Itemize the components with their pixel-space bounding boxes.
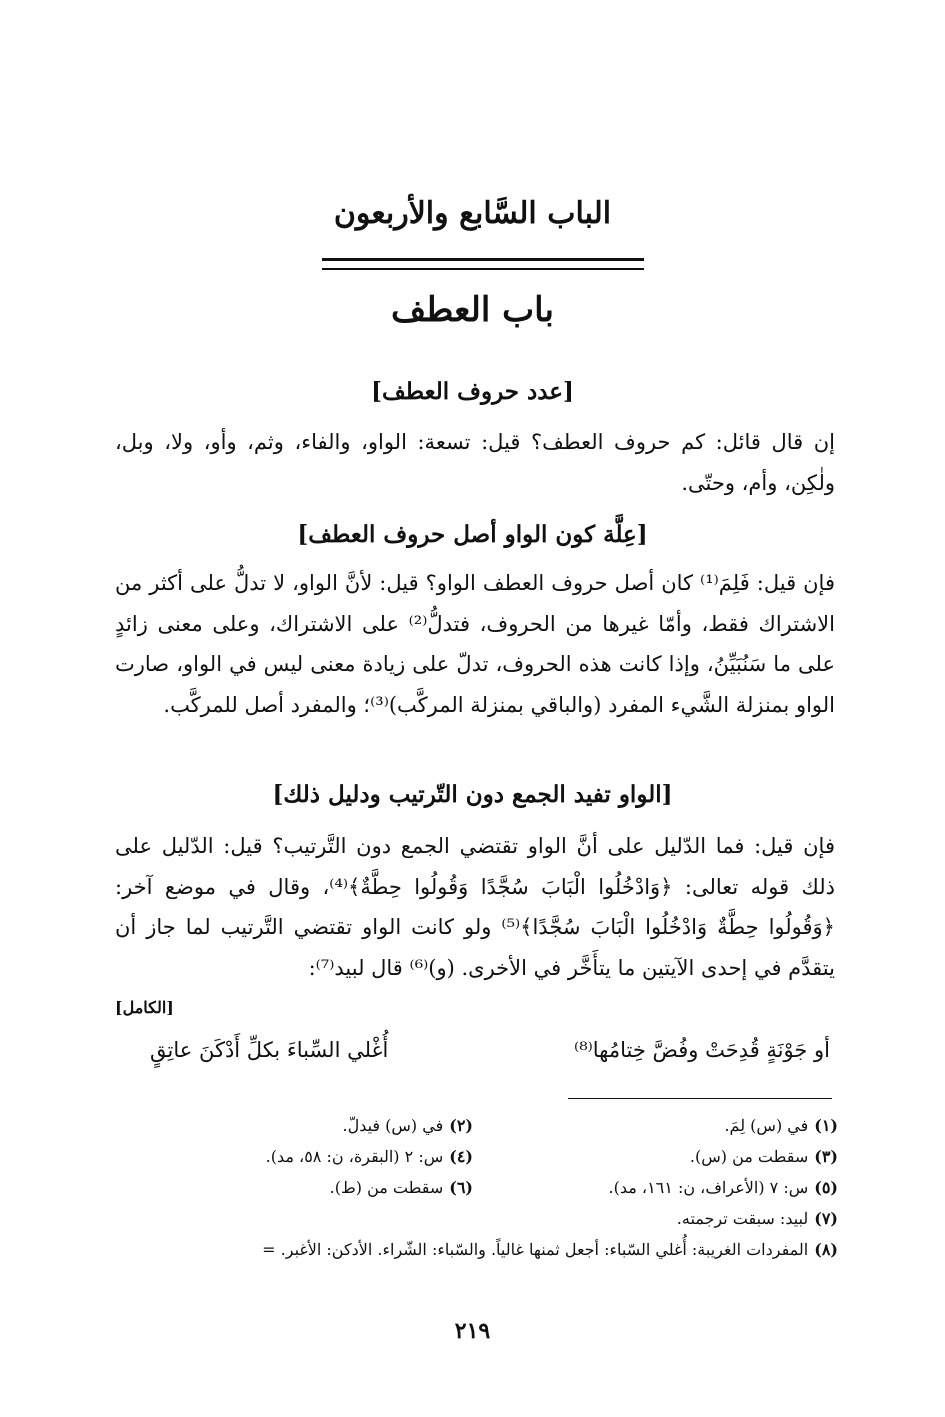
footnote-7: [108, 1209, 838, 1228]
footnote-number: (٧): [814, 1209, 838, 1228]
footnote-text: في (س) فيدلّ.: [342, 1116, 444, 1135]
verse-second-hemistich: أو جَوْنَةٍ قُدِحَتْ وفُضَّ خِتامُها⁽⁸⁾: [574, 1038, 830, 1062]
paragraph-text: فإن قيل: فما الدّليل على أنَّ الواو تقتضي الجمع دون التَّرتيب؟ قيل: الدّليل على ذلك قوله تعالى: ﴿وَادْخُلُوا الْبَابَ سُجَّدًا وَقُولُوا حِطَّةٌ﴾⁽⁴⁾، وقال في موضع آخر: ﴿وَقُولُوا حِطَّةٌ وَادْخُلُوا الْبَابَ سُجَّدًا﴾⁽⁵⁾ ولو كانت الواو تقتضي التَّرتيب لما جاز أن يتقدَّم في إحدى الآيتين ما يتأَخَّر في الأخرى. (و)⁽⁶⁾ قال لبيد⁽⁷⁾:: [115, 834, 835, 980]
footnote-separator: [568, 1098, 832, 1099]
footnote-4: [108, 1147, 473, 1166]
footnote-text: سقطت من (س).: [689, 1147, 809, 1166]
heading-waw-origin: [عِلَّة كون الواو أصل حروف العطف]: [297, 521, 648, 548]
footnote-text: س: ٧ (الأعراف، ن: ١٦١، مد).: [608, 1178, 809, 1197]
section-title: باب العطف: [391, 290, 554, 330]
footnotes: [108, 1110, 838, 1265]
poetic-meter-label: [الكامل]: [115, 998, 174, 1017]
footnote-number: (٢): [449, 1116, 473, 1135]
footnote-row: [108, 1234, 838, 1265]
footnote-number: (٣): [814, 1147, 838, 1166]
paragraph-2: [115, 563, 835, 725]
footnote-text: سقطت من (ط).: [329, 1178, 444, 1197]
page-number: ٢١٩: [454, 1318, 491, 1344]
heading-waw-conjunction: [الواو تفيد الجمع دون التّرتيب ودليل ذلك]: [272, 781, 673, 808]
chapter-title: الباب السَّابع والأربعون: [333, 196, 612, 231]
footnote-text: س: ٢ (البقرة، ن: ٥٨، مد).: [265, 1147, 444, 1166]
footnote-1: [473, 1116, 838, 1135]
poetry-verse: [150, 1038, 830, 1062]
paragraph-1: [115, 422, 835, 503]
paragraph-text: إن قال قائل: كم حروف العطف؟ قيل: تسعة: الواو، والفاء، وثم، وأو، ولا، وبل، ولٰكِن، وأم، وحتّى.: [115, 430, 835, 495]
footnote-text: لبيد: سبقت ترجمته.: [676, 1209, 809, 1228]
footnote-text: المفردات الغريبة: أُغلي السّباء: أجعل ثمنها غالياً. والسّباء: الشّراء. الأدكن: الأغبر. =: [262, 1240, 809, 1259]
title-divider: [322, 258, 644, 270]
verse-first-hemistich: أُغْلي السِّباءَ بكلِّ أَدْكَنَ عاتِقٍ: [150, 1038, 389, 1062]
footnote-2: [108, 1116, 473, 1135]
footnote-number: (٦): [449, 1178, 473, 1197]
footnote-row: [108, 1172, 838, 1203]
footnote-number: (٨): [814, 1240, 838, 1259]
heading-number-of-conjunctions: [عدد حروف العطف]: [371, 378, 574, 405]
footnote-number: (٤): [449, 1147, 473, 1166]
footnote-number: (١): [814, 1116, 838, 1135]
footnote-3: [473, 1147, 838, 1166]
footnote-number: (٥): [814, 1178, 838, 1197]
paragraph-text: فإن قيل: فَلِمَ⁽¹⁾ كان أصل حروف العطف الواو؟ قيل: لأنَّ الواو، لا تدلُّ على أكثر من الاشتراك فقط، وأمّا غيرها من الحروف، فتدلُّ⁽²⁾ على الاشتراك، وعلى معنى زائدٍ على ما سَنُبَيِّنُ، وإذا كانت هذه الحروف، تدلّ على زيادة معنى ليس في الواو، صارت الواو بمنزلة الشَّيء المفرد (والباقي بمنزلة المركَّب)⁽³⁾؛ والمفرد أصل للمركَّب.: [115, 571, 835, 717]
paragraph-3: [115, 826, 835, 988]
footnote-row: [108, 1110, 838, 1141]
footnote-row: [108, 1141, 838, 1172]
footnote-8: [108, 1240, 838, 1259]
footnote-5: [473, 1178, 838, 1197]
footnote-row: [108, 1203, 838, 1234]
footnote-text: في (س) لِمَ.: [724, 1116, 809, 1135]
footnote-6: [108, 1178, 473, 1197]
